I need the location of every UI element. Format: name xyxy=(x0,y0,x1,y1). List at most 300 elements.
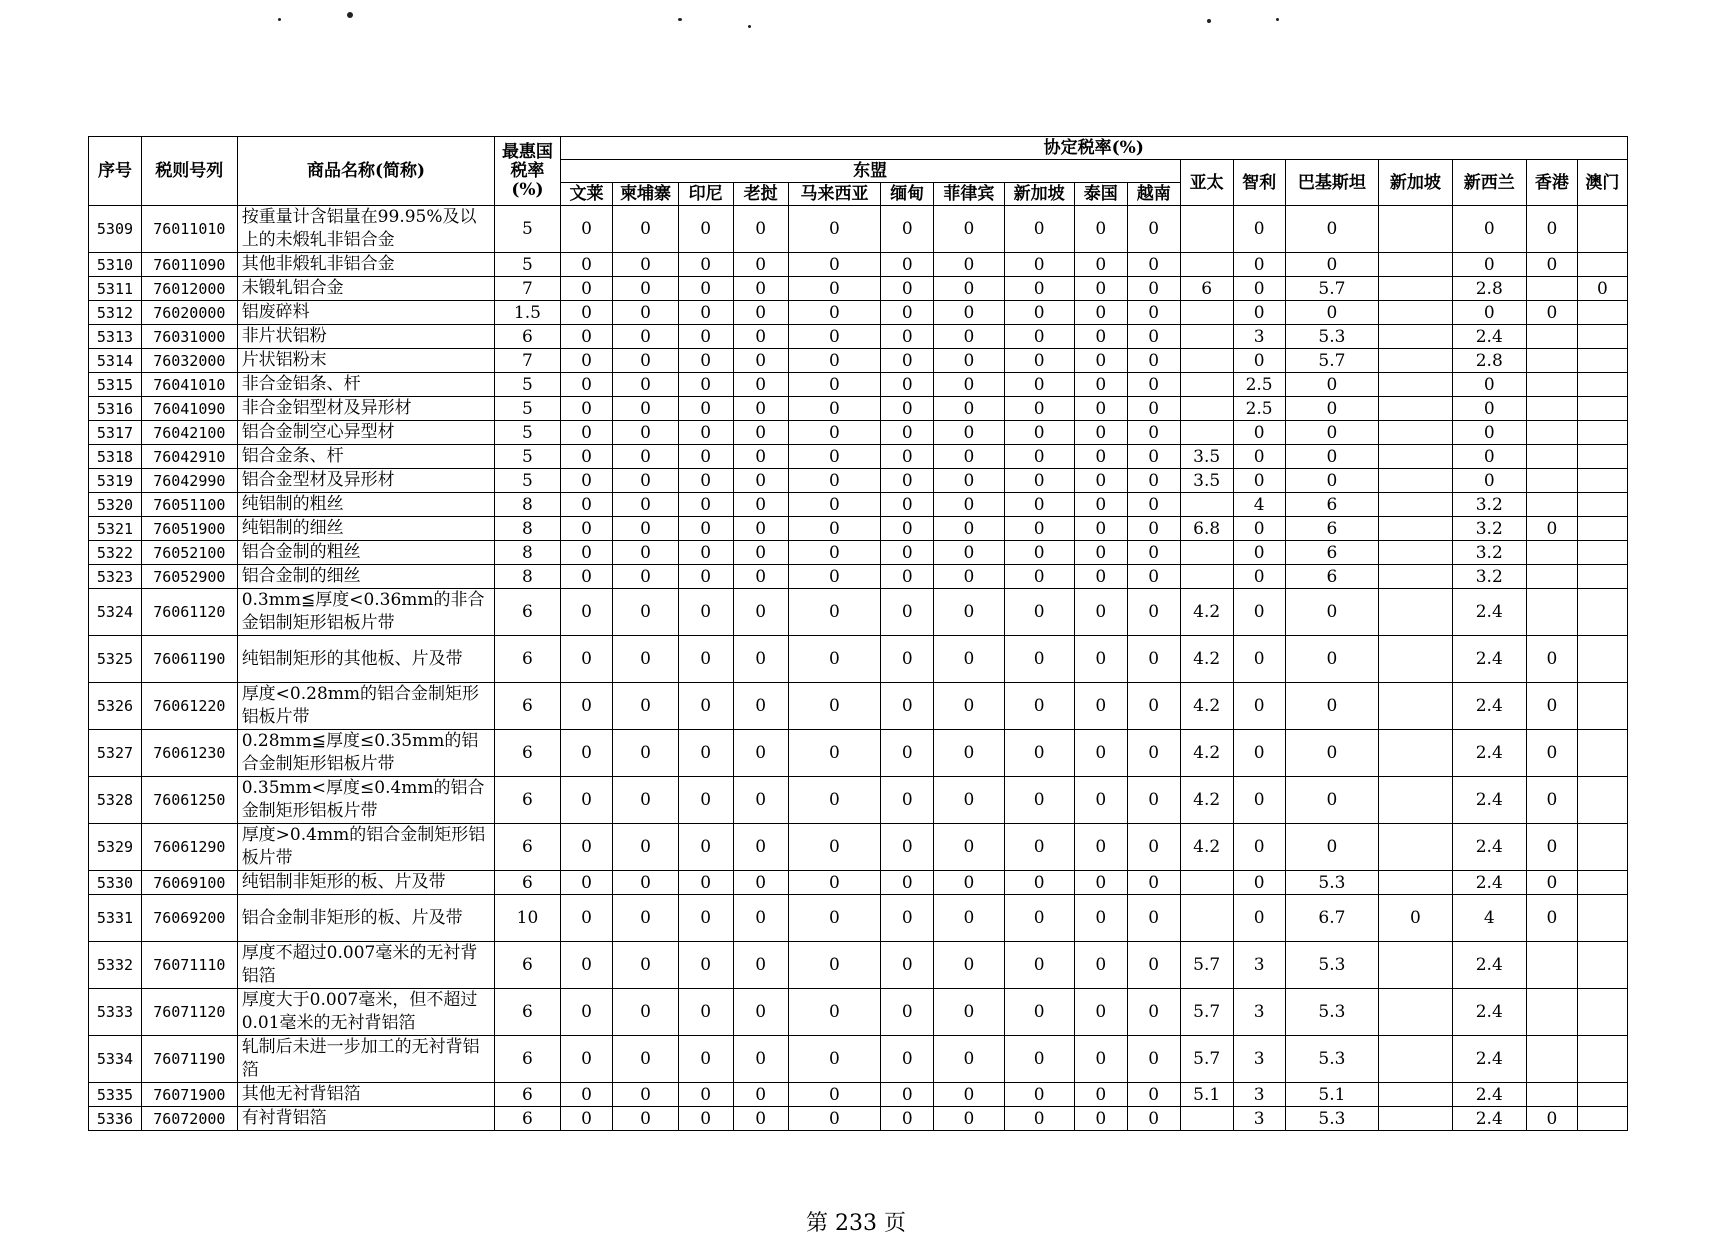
row-agreement-rate: 3 xyxy=(1233,1083,1285,1107)
row-agreement-rate: 2.4 xyxy=(1452,1083,1526,1107)
row-asean-rate: 0 xyxy=(788,1083,881,1107)
table-row xyxy=(89,301,1628,325)
row-asean-rate: 0 xyxy=(733,253,788,277)
table-row xyxy=(89,683,1628,730)
row-asean-rate: 0 xyxy=(678,301,733,325)
row-seq: 5332 xyxy=(89,942,142,989)
row-asean-rate: 0 xyxy=(881,253,934,277)
row-seq: 5320 xyxy=(89,493,142,517)
row-asean-rate: 0 xyxy=(733,445,788,469)
row-asean-rate: 0 xyxy=(1074,636,1127,683)
row-agreement-rate xyxy=(1526,325,1577,349)
row-agreement-rate: 0 xyxy=(1526,206,1577,253)
row-agreement-rate xyxy=(1180,871,1233,895)
row-mfn-rate: 10 xyxy=(495,895,560,942)
row-asean-rate: 0 xyxy=(678,493,733,517)
table-row xyxy=(89,895,1628,942)
row-asean-rate: 0 xyxy=(1004,942,1074,989)
row-asean-rate: 0 xyxy=(613,777,678,824)
row-agreement-rate: 0 xyxy=(1233,253,1285,277)
row-asean-rate: 0 xyxy=(1074,493,1127,517)
row-seq: 5315 xyxy=(89,373,142,397)
row-agreement-rate xyxy=(1577,325,1627,349)
row-asean-rate: 0 xyxy=(678,777,733,824)
row-agreement-rate xyxy=(1379,565,1452,589)
row-agreement-rate xyxy=(1577,397,1627,421)
row-asean-rate: 0 xyxy=(1004,325,1074,349)
row-asean-rate: 0 xyxy=(934,730,1004,777)
row-agreement-rate: 2.4 xyxy=(1452,871,1526,895)
row-asean-rate: 0 xyxy=(560,421,613,445)
row-agreement-rate: 5.3 xyxy=(1285,871,1379,895)
header-asean-country: 泰国 xyxy=(1074,183,1127,206)
row-mfn-rate: 8 xyxy=(495,517,560,541)
row-asean-rate: 0 xyxy=(881,469,934,493)
row-asean-rate: 0 xyxy=(1004,730,1074,777)
table-body xyxy=(89,206,1628,1131)
row-mfn-rate: 8 xyxy=(495,493,560,517)
row-agreement-rate: 5.3 xyxy=(1285,1036,1379,1083)
row-agreement-rate: 3 xyxy=(1233,989,1285,1036)
table-row xyxy=(89,730,1628,777)
row-agreement-rate: 5.3 xyxy=(1285,942,1379,989)
row-asean-rate: 0 xyxy=(881,589,934,636)
row-agreement-rate: 0 xyxy=(1285,206,1379,253)
row-asean-rate: 0 xyxy=(1074,325,1127,349)
table-row xyxy=(89,589,1628,636)
row-product-name: 纯铝制的粗丝 xyxy=(237,493,495,517)
row-agreement-rate: 0 xyxy=(1285,730,1379,777)
row-asean-rate: 0 xyxy=(678,517,733,541)
row-asean-rate: 0 xyxy=(1127,824,1180,871)
row-asean-rate: 0 xyxy=(733,589,788,636)
row-agreement-rate xyxy=(1526,1036,1577,1083)
row-mfn-rate: 5 xyxy=(495,421,560,445)
row-asean-rate: 0 xyxy=(934,1107,1004,1131)
row-agreement-rate: 2.4 xyxy=(1452,1036,1526,1083)
row-asean-rate: 0 xyxy=(881,683,934,730)
row-asean-rate: 0 xyxy=(733,541,788,565)
row-asean-rate: 0 xyxy=(881,301,934,325)
row-seq: 5327 xyxy=(89,730,142,777)
row-product-name: 厚度不超过0.007毫米的无衬背铝箔 xyxy=(237,942,495,989)
row-asean-rate: 0 xyxy=(1004,1107,1074,1131)
row-asean-rate: 0 xyxy=(881,1107,934,1131)
row-asean-rate: 0 xyxy=(678,1083,733,1107)
header-code: 税则号列 xyxy=(141,137,237,206)
row-asean-rate: 0 xyxy=(1074,253,1127,277)
row-asean-rate: 0 xyxy=(613,1083,678,1107)
row-product-name: 厚度<0.28mm的铝合金制矩形铝板片带 xyxy=(237,683,495,730)
row-tariff-code: 76072000 xyxy=(141,1107,237,1131)
row-asean-rate: 0 xyxy=(613,445,678,469)
row-product-name: 0.35mm<厚度≤0.4mm的铝合金制矩形铝板片带 xyxy=(237,777,495,824)
row-asean-rate: 0 xyxy=(934,253,1004,277)
row-asean-rate: 0 xyxy=(788,895,881,942)
row-asean-rate: 0 xyxy=(1074,589,1127,636)
row-seq: 5316 xyxy=(89,397,142,421)
row-agreement-rate xyxy=(1526,469,1577,493)
row-agreement-rate: 0 xyxy=(1285,445,1379,469)
row-asean-rate: 0 xyxy=(881,349,934,373)
row-asean-rate: 0 xyxy=(613,683,678,730)
row-agreement-rate xyxy=(1577,989,1627,1036)
row-agreement-rate xyxy=(1379,1036,1452,1083)
row-product-name: 非合金铝型材及异形材 xyxy=(237,397,495,421)
row-asean-rate: 0 xyxy=(613,349,678,373)
header-agreement-partner: 香港 xyxy=(1526,160,1577,206)
row-product-name: 铝合金条、杆 xyxy=(237,445,495,469)
row-asean-rate: 0 xyxy=(1074,942,1127,989)
row-asean-rate: 0 xyxy=(881,565,934,589)
row-asean-rate: 0 xyxy=(934,777,1004,824)
row-asean-rate: 0 xyxy=(678,397,733,421)
row-asean-rate: 0 xyxy=(881,325,934,349)
row-asean-rate: 0 xyxy=(788,942,881,989)
row-asean-rate: 0 xyxy=(1127,325,1180,349)
row-agreement-rate xyxy=(1180,421,1233,445)
row-asean-rate: 0 xyxy=(613,565,678,589)
row-agreement-rate: 0 xyxy=(1526,871,1577,895)
table-row xyxy=(89,517,1628,541)
row-asean-rate: 0 xyxy=(560,589,613,636)
row-asean-rate: 0 xyxy=(1127,541,1180,565)
row-agreement-rate: 6 xyxy=(1180,277,1233,301)
row-asean-rate: 0 xyxy=(881,445,934,469)
row-asean-rate: 0 xyxy=(560,253,613,277)
row-agreement-rate: 0 xyxy=(1526,824,1577,871)
row-asean-rate: 0 xyxy=(678,445,733,469)
row-agreement-rate: 0 xyxy=(1285,373,1379,397)
row-asean-rate: 0 xyxy=(1127,469,1180,493)
row-agreement-rate xyxy=(1379,541,1452,565)
row-asean-rate: 0 xyxy=(1004,683,1074,730)
row-asean-rate: 0 xyxy=(560,541,613,565)
row-asean-rate: 0 xyxy=(733,871,788,895)
row-asean-rate: 0 xyxy=(881,895,934,942)
row-agreement-rate xyxy=(1526,373,1577,397)
row-asean-rate: 0 xyxy=(613,397,678,421)
row-agreement-rate xyxy=(1526,397,1577,421)
row-agreement-rate: 5.7 xyxy=(1285,349,1379,373)
header-asean-country: 新加坡 xyxy=(1004,183,1074,206)
row-agreement-rate xyxy=(1180,541,1233,565)
row-asean-rate: 0 xyxy=(934,871,1004,895)
row-asean-rate: 0 xyxy=(881,517,934,541)
row-tariff-code: 76041090 xyxy=(141,397,237,421)
row-agreement-rate xyxy=(1577,730,1627,777)
header-asean-country: 菲律宾 xyxy=(934,183,1004,206)
row-agreement-rate: 0 xyxy=(1526,1107,1577,1131)
row-asean-rate: 0 xyxy=(560,325,613,349)
row-agreement-rate: 3.2 xyxy=(1452,517,1526,541)
row-mfn-rate: 6 xyxy=(495,871,560,895)
row-asean-rate: 0 xyxy=(678,421,733,445)
row-seq: 5333 xyxy=(89,989,142,1036)
row-asean-rate: 0 xyxy=(613,541,678,565)
row-agreement-rate: 2.4 xyxy=(1452,1107,1526,1131)
row-asean-rate: 0 xyxy=(934,565,1004,589)
row-asean-rate: 0 xyxy=(613,895,678,942)
row-agreement-rate xyxy=(1180,493,1233,517)
row-asean-rate: 0 xyxy=(613,871,678,895)
row-asean-rate: 0 xyxy=(934,541,1004,565)
row-agreement-rate xyxy=(1526,445,1577,469)
row-agreement-rate: 2.4 xyxy=(1452,942,1526,989)
row-asean-rate: 0 xyxy=(881,493,934,517)
row-asean-rate: 0 xyxy=(1074,989,1127,1036)
row-seq: 5326 xyxy=(89,683,142,730)
row-agreement-rate: 0 xyxy=(1526,730,1577,777)
row-asean-rate: 0 xyxy=(1074,469,1127,493)
row-asean-rate: 0 xyxy=(934,942,1004,989)
row-agreement-rate xyxy=(1379,589,1452,636)
header-agreement-partner: 智利 xyxy=(1233,160,1285,206)
row-agreement-rate xyxy=(1379,1083,1452,1107)
row-asean-rate: 0 xyxy=(1074,1107,1127,1131)
row-agreement-rate xyxy=(1180,206,1233,253)
row-agreement-rate: 0 xyxy=(1233,636,1285,683)
table-row xyxy=(89,373,1628,397)
header-asean-country: 柬埔寨 xyxy=(613,183,678,206)
row-agreement-rate xyxy=(1379,871,1452,895)
row-agreement-rate: 2.4 xyxy=(1452,636,1526,683)
row-agreement-rate xyxy=(1526,493,1577,517)
row-asean-rate: 0 xyxy=(613,493,678,517)
row-product-name: 其他无衬背铝箔 xyxy=(237,1083,495,1107)
row-agreement-rate: 0 xyxy=(1526,683,1577,730)
row-asean-rate: 0 xyxy=(1004,565,1074,589)
row-seq: 5328 xyxy=(89,777,142,824)
row-asean-rate: 0 xyxy=(881,636,934,683)
row-agreement-rate xyxy=(1379,517,1452,541)
row-asean-rate: 0 xyxy=(788,517,881,541)
row-agreement-rate: 2.4 xyxy=(1452,683,1526,730)
row-asean-rate: 0 xyxy=(934,824,1004,871)
header-agreement-partner: 澳门 xyxy=(1577,160,1627,206)
row-agreement-rate xyxy=(1379,301,1452,325)
row-asean-rate: 0 xyxy=(1127,206,1180,253)
row-asean-rate: 0 xyxy=(733,565,788,589)
row-asean-rate: 0 xyxy=(733,824,788,871)
page-number: 第 233 页 xyxy=(806,1211,906,1236)
table-row xyxy=(89,421,1628,445)
row-agreement-rate: 4.2 xyxy=(1180,730,1233,777)
row-agreement-rate xyxy=(1526,565,1577,589)
row-asean-rate: 0 xyxy=(678,989,733,1036)
row-mfn-rate: 7 xyxy=(495,277,560,301)
row-asean-rate: 0 xyxy=(560,445,613,469)
row-agreement-rate: 0 xyxy=(1452,301,1526,325)
row-asean-rate: 0 xyxy=(1074,421,1127,445)
row-agreement-rate: 0 xyxy=(1526,895,1577,942)
row-seq: 5319 xyxy=(89,469,142,493)
row-mfn-rate: 6 xyxy=(495,777,560,824)
row-asean-rate: 0 xyxy=(733,989,788,1036)
row-agreement-rate: 4.2 xyxy=(1180,683,1233,730)
row-agreement-rate: 5.7 xyxy=(1180,942,1233,989)
row-asean-rate: 0 xyxy=(1004,989,1074,1036)
row-agreement-rate: 2.4 xyxy=(1452,589,1526,636)
row-asean-rate: 0 xyxy=(1004,397,1074,421)
row-agreement-rate: 0 xyxy=(1285,421,1379,445)
row-asean-rate: 0 xyxy=(881,541,934,565)
table-row xyxy=(89,325,1628,349)
row-asean-rate: 0 xyxy=(1127,301,1180,325)
row-seq: 5322 xyxy=(89,541,142,565)
row-asean-rate: 0 xyxy=(934,421,1004,445)
row-tariff-code: 76071110 xyxy=(141,942,237,989)
table-row xyxy=(89,277,1628,301)
row-asean-rate: 0 xyxy=(560,1036,613,1083)
header-agreement-partner: 新加坡 xyxy=(1379,160,1452,206)
row-asean-rate: 0 xyxy=(1127,730,1180,777)
row-seq: 5330 xyxy=(89,871,142,895)
row-asean-rate: 0 xyxy=(678,565,733,589)
header-agreement-partner: 巴基斯坦 xyxy=(1285,160,1379,206)
row-agreement-rate: 0 xyxy=(1285,301,1379,325)
row-seq: 5310 xyxy=(89,253,142,277)
row-asean-rate: 0 xyxy=(613,942,678,989)
row-agreement-rate xyxy=(1577,1036,1627,1083)
row-tariff-code: 76051100 xyxy=(141,493,237,517)
row-agreement-rate: 4 xyxy=(1452,895,1526,942)
row-asean-rate: 0 xyxy=(1127,895,1180,942)
row-product-name: 非片状铝粉 xyxy=(237,325,495,349)
row-agreement-rate xyxy=(1180,895,1233,942)
row-asean-rate: 0 xyxy=(934,989,1004,1036)
row-agreement-rate: 0 xyxy=(1379,895,1452,942)
row-asean-rate: 0 xyxy=(1127,777,1180,824)
row-asean-rate: 0 xyxy=(560,517,613,541)
row-tariff-code: 76031000 xyxy=(141,325,237,349)
row-agreement-rate xyxy=(1180,1107,1233,1131)
row-asean-rate: 0 xyxy=(560,349,613,373)
row-agreement-rate: 2.5 xyxy=(1233,397,1285,421)
row-agreement-rate: 0 xyxy=(1526,517,1577,541)
row-product-name: 非合金铝条、杆 xyxy=(237,373,495,397)
row-agreement-rate: 5.7 xyxy=(1180,1036,1233,1083)
row-tariff-code: 76061230 xyxy=(141,730,237,777)
row-agreement-rate: 0 xyxy=(1285,777,1379,824)
row-agreement-rate: 4.2 xyxy=(1180,824,1233,871)
row-agreement-rate: 0 xyxy=(1285,589,1379,636)
table-row xyxy=(89,777,1628,824)
row-asean-rate: 0 xyxy=(560,301,613,325)
row-asean-rate: 0 xyxy=(1004,373,1074,397)
table-row xyxy=(89,253,1628,277)
row-asean-rate: 0 xyxy=(788,325,881,349)
row-asean-rate: 0 xyxy=(1127,1083,1180,1107)
row-asean-rate: 0 xyxy=(934,636,1004,683)
row-asean-rate: 0 xyxy=(678,1036,733,1083)
row-agreement-rate: 2.4 xyxy=(1452,325,1526,349)
row-agreement-rate xyxy=(1577,445,1627,469)
row-seq: 5335 xyxy=(89,1083,142,1107)
row-asean-rate: 0 xyxy=(934,1083,1004,1107)
row-asean-rate: 0 xyxy=(1127,373,1180,397)
row-asean-rate: 0 xyxy=(881,871,934,895)
row-asean-rate: 0 xyxy=(560,277,613,301)
row-agreement-rate: 6 xyxy=(1285,565,1379,589)
row-seq: 5324 xyxy=(89,589,142,636)
row-asean-rate: 0 xyxy=(613,325,678,349)
row-seq: 5309 xyxy=(89,206,142,253)
row-asean-rate: 0 xyxy=(733,349,788,373)
row-asean-rate: 0 xyxy=(881,942,934,989)
row-product-name: 铝合金型材及异形材 xyxy=(237,469,495,493)
row-asean-rate: 0 xyxy=(881,777,934,824)
row-asean-rate: 0 xyxy=(560,730,613,777)
table-row xyxy=(89,469,1628,493)
row-agreement-rate xyxy=(1526,589,1577,636)
row-asean-rate: 0 xyxy=(1127,493,1180,517)
row-agreement-rate: 0 xyxy=(1233,565,1285,589)
row-asean-rate: 0 xyxy=(1004,301,1074,325)
row-asean-rate: 0 xyxy=(560,942,613,989)
row-asean-rate: 0 xyxy=(678,206,733,253)
row-mfn-rate: 6 xyxy=(495,942,560,989)
row-agreement-rate: 4.2 xyxy=(1180,777,1233,824)
row-agreement-rate: 5.1 xyxy=(1285,1083,1379,1107)
row-product-name: 纯铝制的细丝 xyxy=(237,517,495,541)
row-asean-rate: 0 xyxy=(788,589,881,636)
row-seq: 5321 xyxy=(89,517,142,541)
row-asean-rate: 0 xyxy=(733,1083,788,1107)
row-agreement-rate xyxy=(1526,541,1577,565)
row-agreement-rate: 0 xyxy=(1233,445,1285,469)
row-agreement-rate: 0 xyxy=(1233,349,1285,373)
row-agreement-rate: 0 xyxy=(1233,517,1285,541)
row-asean-rate: 0 xyxy=(1004,1036,1074,1083)
row-asean-rate: 0 xyxy=(788,469,881,493)
row-agreement-rate: 0 xyxy=(1452,253,1526,277)
row-agreement-rate xyxy=(1379,1107,1452,1131)
table-row xyxy=(89,541,1628,565)
table-row xyxy=(89,871,1628,895)
row-seq: 5313 xyxy=(89,325,142,349)
table-row xyxy=(89,1083,1628,1107)
row-asean-rate: 0 xyxy=(1127,517,1180,541)
row-asean-rate: 0 xyxy=(560,683,613,730)
row-asean-rate: 0 xyxy=(613,469,678,493)
row-asean-rate: 0 xyxy=(1004,895,1074,942)
row-asean-rate: 0 xyxy=(1004,777,1074,824)
row-asean-rate: 0 xyxy=(1127,253,1180,277)
row-agreement-rate: 2.4 xyxy=(1452,777,1526,824)
row-agreement-rate xyxy=(1577,253,1627,277)
row-agreement-rate: 0 xyxy=(1526,777,1577,824)
row-asean-rate: 0 xyxy=(934,397,1004,421)
row-asean-rate: 0 xyxy=(678,1107,733,1131)
row-agreement-rate xyxy=(1577,349,1627,373)
row-asean-rate: 0 xyxy=(1127,397,1180,421)
row-asean-rate: 0 xyxy=(1004,349,1074,373)
row-agreement-rate: 3 xyxy=(1233,1036,1285,1083)
row-agreement-rate: 0 xyxy=(1233,824,1285,871)
row-asean-rate: 0 xyxy=(1127,277,1180,301)
row-product-name: 片状铝粉末 xyxy=(237,349,495,373)
row-asean-rate: 0 xyxy=(1127,421,1180,445)
row-mfn-rate: 5 xyxy=(495,445,560,469)
row-asean-rate: 0 xyxy=(613,277,678,301)
row-agreement-rate xyxy=(1526,277,1577,301)
row-agreement-rate: 4 xyxy=(1233,493,1285,517)
row-asean-rate: 0 xyxy=(788,493,881,517)
row-asean-rate: 0 xyxy=(788,683,881,730)
row-tariff-code: 76061120 xyxy=(141,589,237,636)
row-asean-rate: 0 xyxy=(1074,541,1127,565)
